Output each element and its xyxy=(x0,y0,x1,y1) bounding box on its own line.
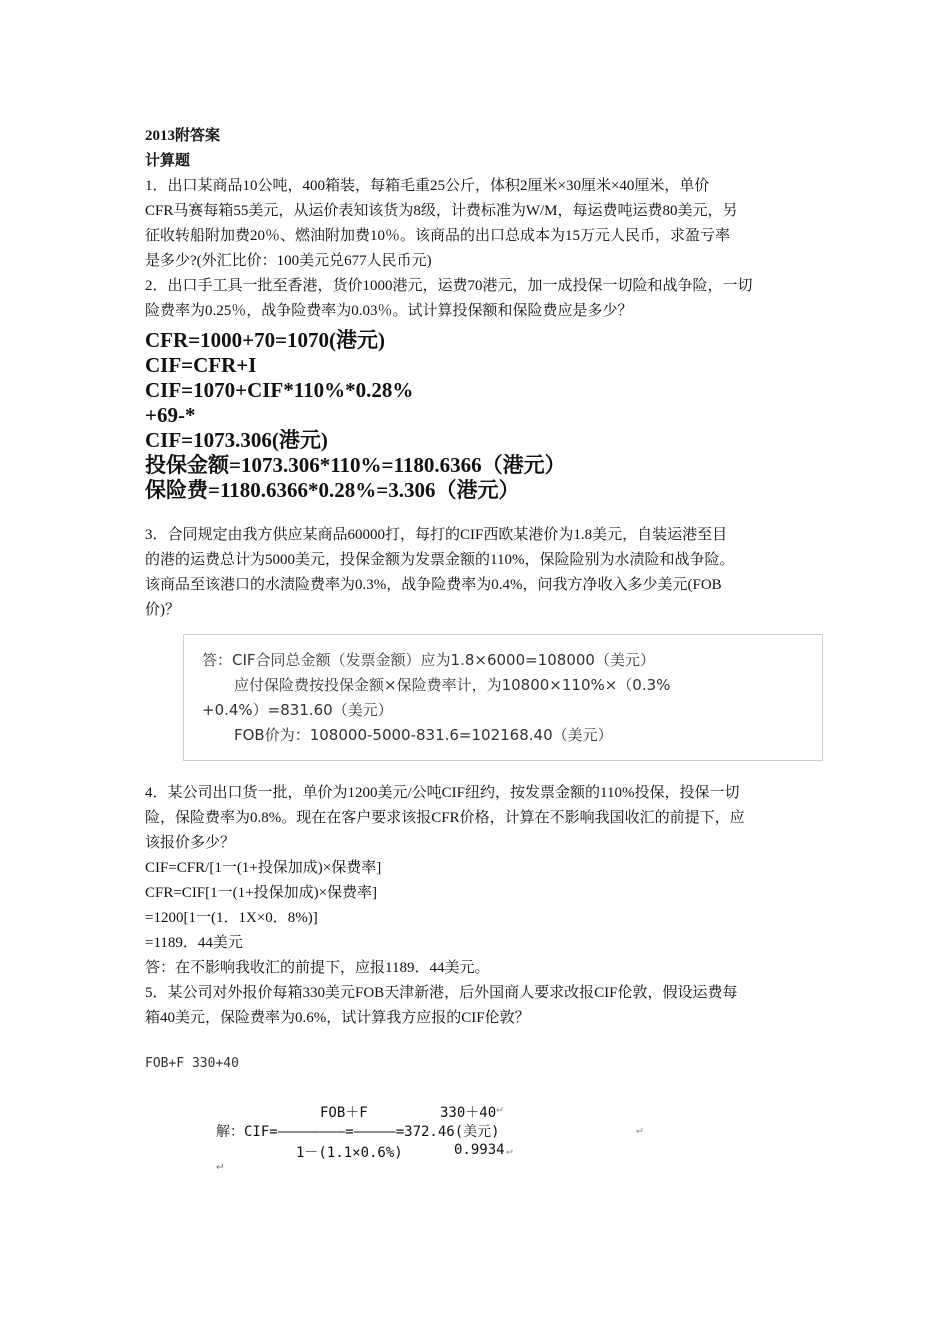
document-body xyxy=(145,124,810,1076)
q2-answer-line: +69-* xyxy=(145,403,196,427)
q1-line: 征收转船附加费20％、燃油附加费10％。该商品的出口总成本为15万元人民币，求盈亏率 xyxy=(145,228,731,244)
q3-answer-line: +0.4%）=831.60（美元） xyxy=(202,701,393,719)
question-2 xyxy=(145,274,810,503)
q2-answer-line: CIF=1073.306(港元) xyxy=(145,428,328,452)
q1-line: CFR马赛每箱55美元，从运价表知该货为8级，计费标准为W/M，每运费吨运费80美元，另 xyxy=(145,203,738,219)
q2-answer-line: CIF=1070+CIF*110%*0.28% xyxy=(145,378,414,402)
q2-line: 险费率为0.25％，战争险费率为0.03％。试计算投保额和保险费应是多少？ xyxy=(145,303,633,319)
q5-line: 箱40美元，保险费率为0.6%，试计算我方应报的CIF伦敦？ xyxy=(145,1010,530,1026)
q3-answer-line: 答：CIF合同总金额（发票金额）应为1.8×6000=108000（美元） xyxy=(202,651,655,669)
q2-answer-line: 保险费=1180.6366*0.28%=3.306（港元） xyxy=(145,478,520,502)
q4-line: 该报价多少？ xyxy=(145,835,236,851)
q4-line: =1189．44美元 xyxy=(145,935,243,951)
q3-answer-line: 应付保险费按投保金额×保险费率计，为10800×110%×（0.3% xyxy=(234,676,671,694)
q2-line: 2．出口手工具一批至香港，货价1000港元，运费70港元，加一成投保一切险和战争险，一切 xyxy=(145,278,753,294)
question-4 xyxy=(145,781,810,981)
formula-denominator-2: 0.9934 xyxy=(454,1142,505,1158)
q3-answer-line: FOB价为：108000-5000-831.6=102168.40（美元） xyxy=(234,726,613,744)
q1-line: 是多少?(外汇比价：100美元兑677人民币元) xyxy=(145,253,432,269)
q4-line: 险，保险费率为0.8%。现在在客户要求该报CFR价格，计算在不影响我国收汇的前提下，应 xyxy=(145,810,745,826)
formula-denominator-1: 1－(1.1×0.6%) xyxy=(296,1145,403,1161)
q2-answer-line: CIF=CFR+I xyxy=(145,353,257,377)
q2-answer-line: CFR=1000+70=1070(港元) xyxy=(145,328,386,352)
q3-answer-box xyxy=(183,634,823,761)
q4-line: 4．某公司出口货一批，单价为1200美元/公吨CIF纽约，按发票金额的110%投保，投保一切 xyxy=(145,785,740,801)
question-1 xyxy=(145,174,810,274)
spacer xyxy=(145,1031,810,1051)
q2-answer xyxy=(145,328,810,503)
spacer xyxy=(145,503,810,523)
q3-line: 该商品至该港口的水渍险费率为0.3%，战争险费率为0.4%，问我方净收入多少美元(FOB xyxy=(145,577,722,593)
q4-line: CFR=CIF[1一(1+投保加成)×保费率] xyxy=(145,885,378,901)
formula-main-line: 解：CIF=————————=—————=372.46(美元) xyxy=(216,1124,500,1140)
formula-numerator-1: FOB＋F xyxy=(320,1105,368,1121)
q2-answer-line: 投保金额=1073.306*110%=1180.6366（港元） xyxy=(145,453,566,477)
paragraph-mark-icon: ↵ xyxy=(636,1123,643,1136)
document-title: 2013附答案 xyxy=(145,128,221,144)
q4-line: =1200[1一(1．1X×0．8%)] xyxy=(145,910,318,926)
section-heading: 计算题 xyxy=(145,153,191,169)
q1-line: 1．出口某商品10公吨，400箱装，每箱毛重25公斤，体积2厘米×30厘米×40厘米，单价 xyxy=(145,178,710,194)
question-5 xyxy=(145,981,810,1076)
spacer xyxy=(145,761,810,781)
question-3 xyxy=(145,523,810,761)
q4-line: 答：在不影响我收汇的前提下，应报1189．44美元。 xyxy=(145,960,490,976)
q3-line: 3．合同规定由我方供应某商品60000打，每打的CIF西欧某港价为1.8美元，自装运港至目 xyxy=(145,527,728,543)
formula-numerator-2: 330＋40 xyxy=(440,1105,497,1121)
q4-line: CIF=CFR/[1一(1+投保加成)×保费率] xyxy=(145,860,382,876)
paragraph-mark-icon: ↵ xyxy=(496,1102,503,1115)
paragraph-mark-icon: ↵ xyxy=(506,1144,513,1157)
paragraph-mark-icon: ↵ xyxy=(216,1158,224,1172)
q5-note: FOB+F 330+40 xyxy=(145,1056,239,1071)
q5-formula-image xyxy=(216,1096,656,1176)
q5-line: 5．某公司对外报价每箱330美元FOB天津新港，后外国商人要求改报CIF伦敦，假设运费每 xyxy=(145,985,738,1001)
q3-line: 价)？ xyxy=(145,602,180,618)
q3-line: 的港的运费总计为5000美元，投保金额为发票金额的110%，保险险别为水渍险和战争险。 xyxy=(145,552,735,568)
